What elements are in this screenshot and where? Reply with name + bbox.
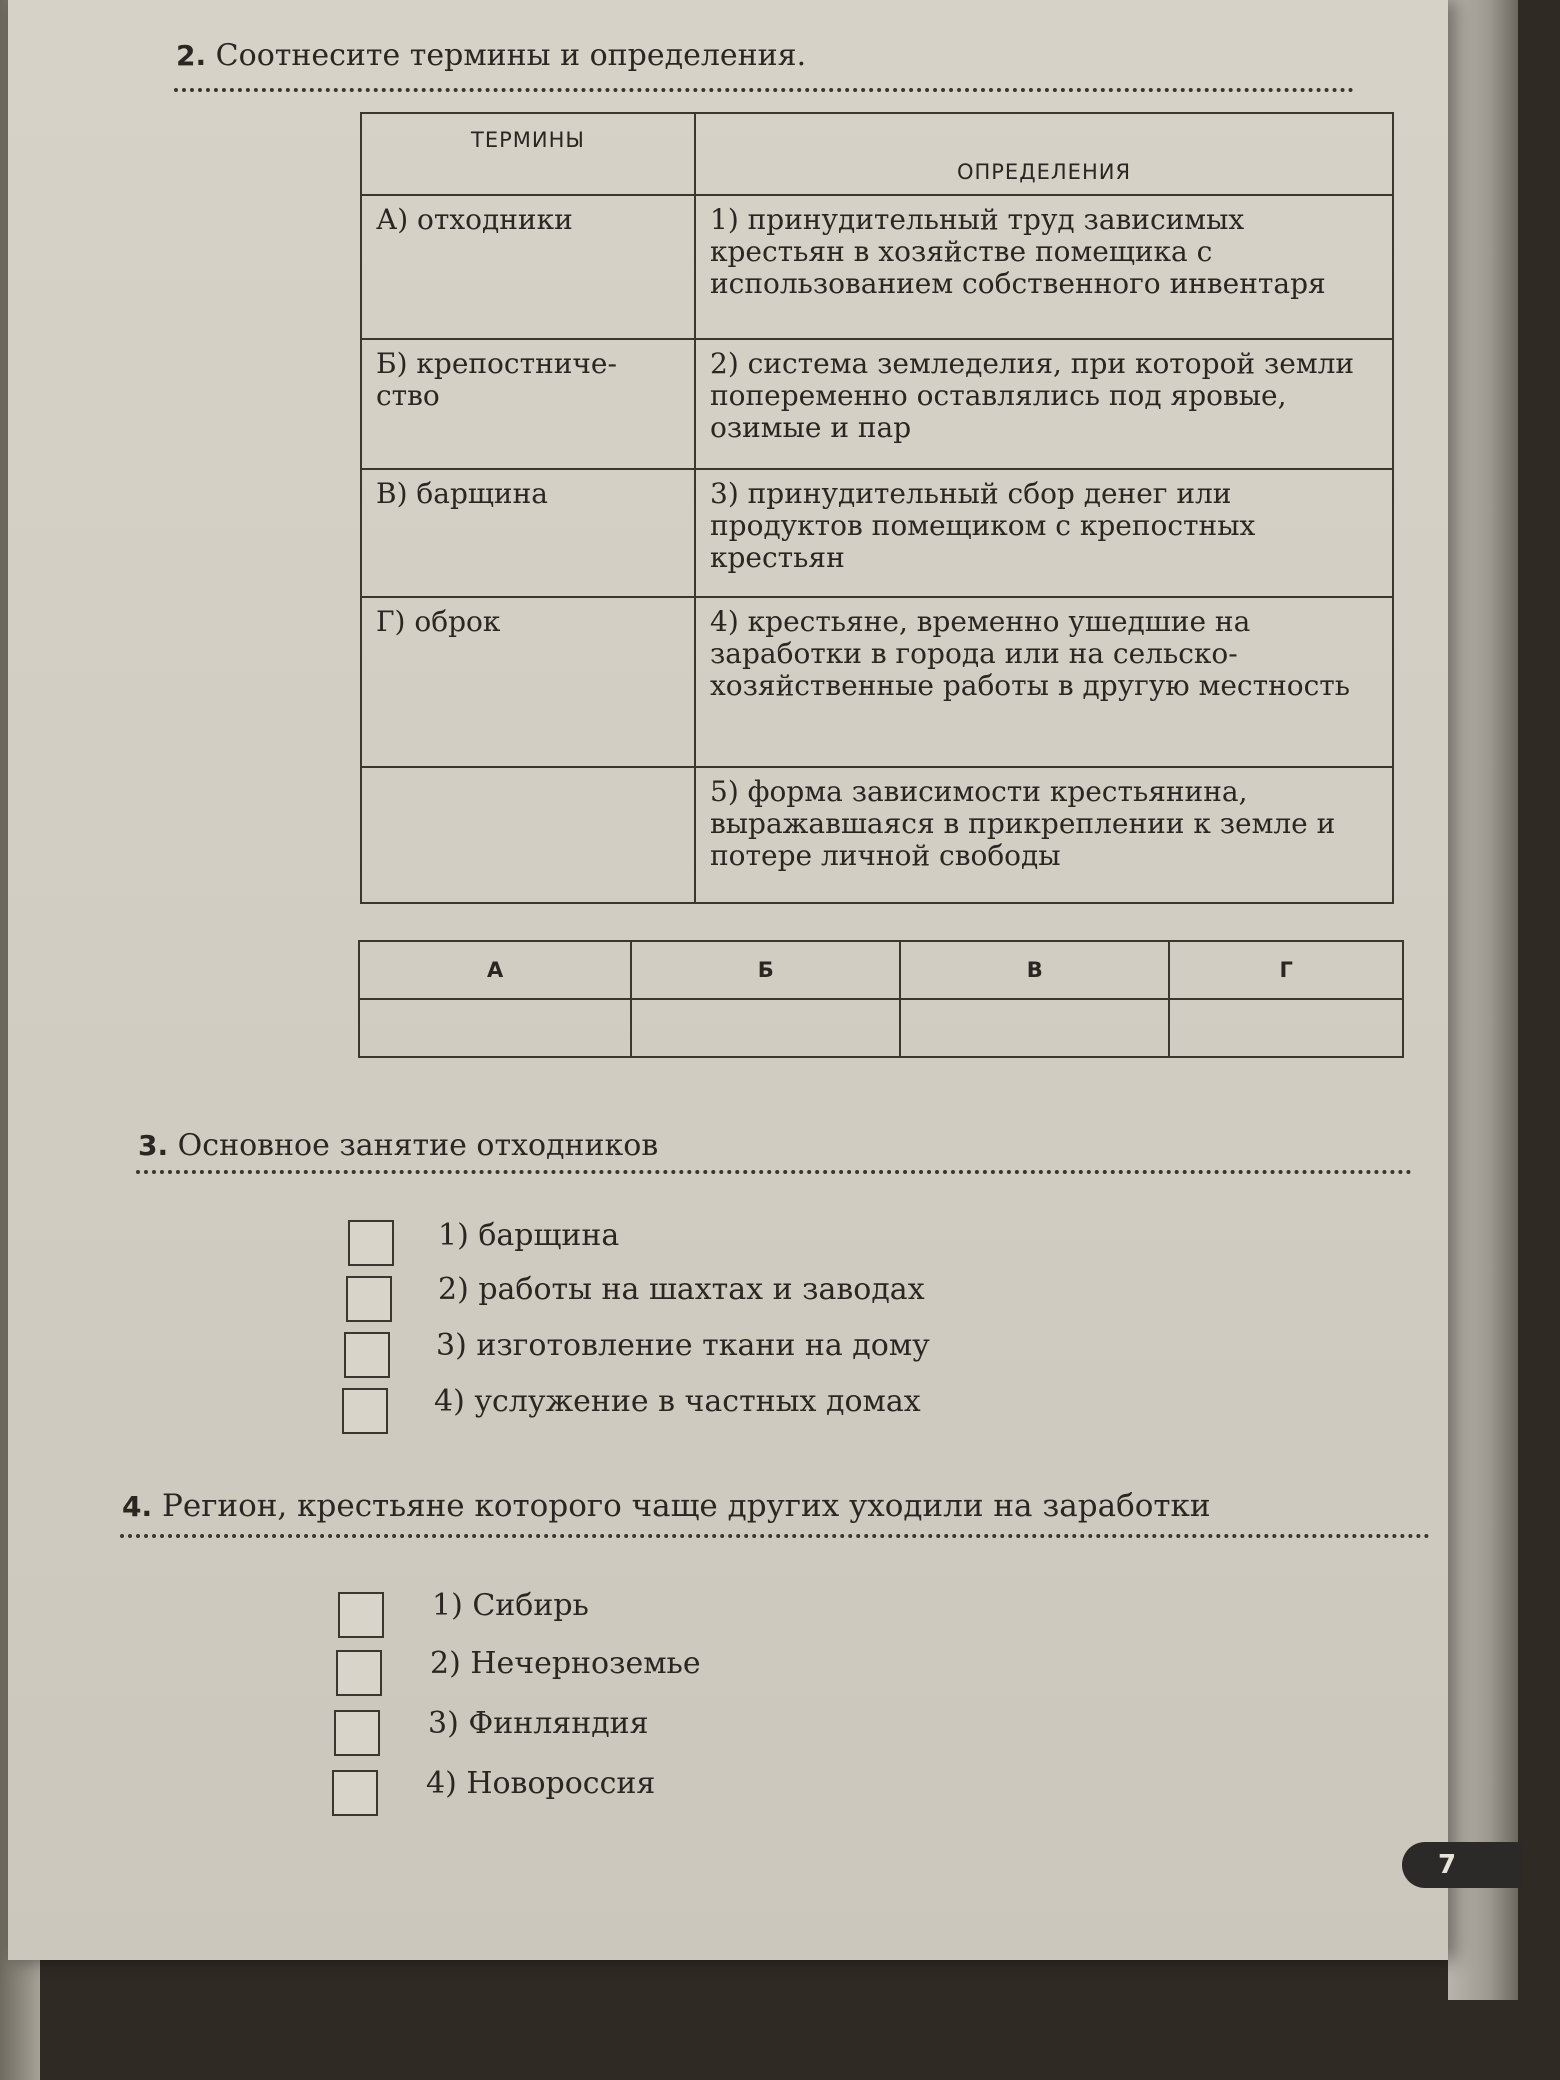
task4-checkbox-2[interactable] [336,1650,382,1696]
terms-definitions-table [360,112,1394,904]
task3-option-4: 4) услужение в частных домах [434,1384,921,1419]
task4-option-3: 3) Финляндия [428,1706,649,1741]
definition-cell: 1) принудительный труд зависимых крестьян в хозяйстве помещика с использованием собственного инвентаря [695,195,1393,339]
task4-number: 4. [122,1490,153,1523]
task3-dotted-rule [136,1170,1412,1174]
table-row [361,469,1393,597]
answer-header-g: Г [1169,941,1403,999]
answer-cell-b[interactable] [631,999,900,1057]
task4-dotted-rule [120,1534,1430,1538]
task4-option-1: 1) Сибирь [432,1588,589,1623]
page-number-badge: 7 [1402,1842,1522,1888]
task4-option-4: 4) Новороссия [426,1766,656,1801]
term-cell: Г) оброк [361,597,695,767]
answer-cell-v[interactable] [900,999,1169,1057]
definition-cell: 3) принудительный сбор денег или продуктов помещиком с крепостных крестьян [695,469,1393,597]
task4-checkbox-4[interactable] [332,1770,378,1816]
answer-grid [358,940,1404,1058]
task3-heading [138,1128,658,1163]
task3-checkbox-2[interactable] [346,1276,392,1322]
definition-cell: 5) форма зависимости крестьянина, выражавшаяся в прикреплении к земле и потере личной свободы [695,767,1393,903]
answer-input-row [359,999,1403,1057]
header-terms: ТЕРМИНЫ [361,113,695,195]
task2-heading [176,38,806,73]
answer-header-row [359,941,1403,999]
answer-header-b: Б [631,941,900,999]
task3-option-3: 3) изготовление ткани на дому [436,1328,930,1363]
task4-option-2: 2) Нечерноземье [430,1646,701,1681]
header-definitions: ОПРЕДЕЛЕНИЯ [695,113,1393,195]
task2-title: Соотнесите термины и определения. [215,38,807,73]
answer-cell-g[interactable] [1169,999,1403,1057]
task3-checkbox-1[interactable] [348,1220,394,1266]
task3-option-2: 2) работы на шахтах и заводах [438,1272,925,1307]
table-row [361,597,1393,767]
task4-heading [122,1488,1211,1524]
task4-checkbox-1[interactable] [338,1592,384,1638]
workbook-page [8,0,1457,1960]
task3-title: Основное занятие отходников [177,1128,659,1163]
definition-cell: 2) система земледелия, при которой земли попеременно оставлялись под яровые, озимые и пар [695,339,1393,469]
term-cell: В) барщина [361,469,695,597]
task2-number: 2. [176,39,207,72]
table-header-row [361,113,1393,195]
answer-header-a: А [359,941,631,999]
answer-cell-a[interactable] [359,999,631,1057]
task3-checkbox-4[interactable] [342,1388,388,1434]
task3-number: 3. [138,1129,169,1162]
term-cell: А) отходники [361,195,695,339]
table-row [361,767,1393,903]
table-row [361,195,1393,339]
task2-dotted-rule [174,88,1354,92]
task3-checkbox-3[interactable] [344,1332,390,1378]
table-row [361,339,1393,469]
task3-option-1: 1) барщина [438,1218,620,1253]
task4-title: Регион, крестьяне которого чаще других уходили на заработки [161,1488,1211,1524]
term-cell: Б) крепостниче-ство [361,339,695,469]
task4-checkbox-3[interactable] [334,1710,380,1756]
next-page-edge [1448,0,1518,2000]
definition-cell: 4) крестьяне, временно ушедшие на заработки в города или на сельско-хозяйственные работы в другую местность [695,597,1393,767]
answer-header-v: В [900,941,1169,999]
term-cell-empty [361,767,695,903]
